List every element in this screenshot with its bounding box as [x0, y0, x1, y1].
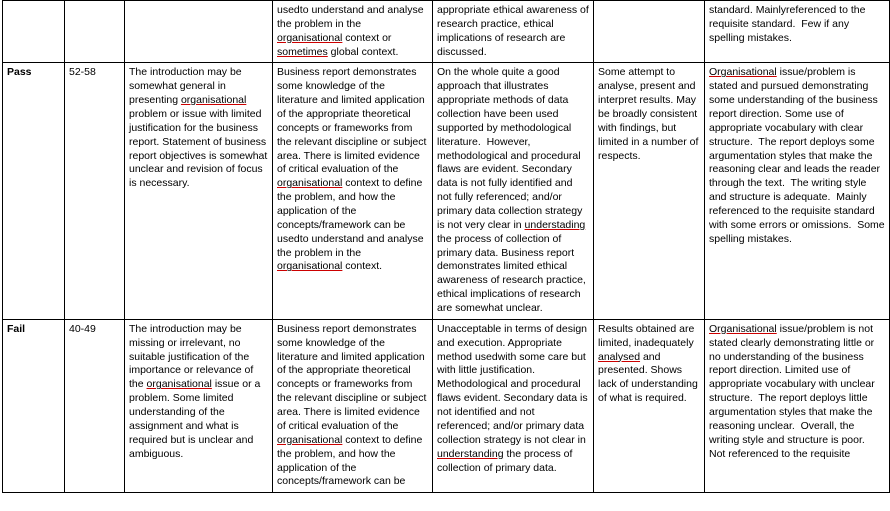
cell-literature: usedto understand and analyse the problem in the organisational context or sometimes global context. — [273, 1, 433, 63]
spellcheck-word: organisational — [146, 378, 212, 391]
cell-results — [594, 1, 705, 63]
cell-grade — [3, 1, 65, 63]
cell-results: Results obtained are limited, inadequately analysed and presented. Shows lack of understanding of what is required. — [594, 319, 705, 492]
cell-literature: Business report demonstrates some knowledge of the literature and limited application of the appropriate theoretical concepts or frameworks from the relevant discipline or subject area. There is limited evidence of critical evaluation of the organisational context to define the problem, and how the application of the concepts/framework can be — [273, 319, 433, 492]
grade-label: Fail — [7, 322, 26, 335]
cell-overall: standard. Mainlyreferenced to the requisite standard. Few if any spelling mistakes. — [705, 1, 890, 63]
spellcheck-word: Organisational — [709, 66, 777, 79]
spellcheck-word: organisational — [277, 433, 343, 446]
table-row — [3, 319, 890, 492]
rubric-table — [2, 0, 890, 493]
table-row — [3, 1, 890, 63]
cell-methodology: Unacceptable in terms of design and execution. Appropriate method usedwith some care but with little justification. Methodological and procedural flaws evident. Secondary data is not identified and not referenced; and/or primary data collection strategy is not clear in understanding the process of collection of primary data. — [433, 319, 594, 492]
cell-results: Some attempt to analyse, present and interpret results. May be broadly consistent with findings, but limited in a number of respects. — [594, 63, 705, 319]
spellcheck-word: sometimes — [277, 45, 328, 58]
spellcheck-word: organisational — [277, 260, 343, 273]
spellcheck-word: Organisational — [709, 322, 777, 335]
cell-grade: Pass — [3, 63, 65, 319]
cell-marks: 52-58 — [65, 63, 125, 319]
cell-grade — [3, 319, 65, 492]
cell-marks — [65, 1, 125, 63]
spellcheck-word: organisational — [277, 177, 343, 190]
cell-introduction: The introduction may be missing or irrelevant, no suitable justification of the importance or relevance of the organisational issue or a problem. Some limited understanding of the assignment and what is required but is unclear and ambiguous. — [125, 319, 273, 492]
spellcheck-word: understanding — [437, 447, 504, 460]
cell-overall: Organisational issue/problem is not stated clearly demonstrating little or no understanding of the business report direction. Limited use of appropriate vocabulary with unclear structure. The report deploys little argumentation styles that make the reasoning unclear. Overall, the writing style and structure is poor. Not referenced to the requisite — [705, 319, 890, 492]
spellcheck-word: analysed — [598, 350, 641, 363]
spellcheck-word: organisational — [180, 94, 247, 107]
cell-introduction: The introduction may be somewhat general in presenting organisational problem or issue with limited justification for the business report. Statement of business report objectives is somewhat unclear and revision of focus is necessary. — [125, 63, 273, 319]
cell-literature: Business report demonstrates some knowledge of the literature and limited application of the appropriate theoretical concepts or frameworks from the relevant discipline or subject area. There is limited evidence of critical evaluation of the organisational context to define the problem, and how the application of the concepts/framework can be usedto understand and analyse the problem in the organisational context. — [273, 63, 433, 319]
cell-introduction — [125, 1, 273, 63]
table-row — [3, 63, 890, 319]
spellcheck-word: understading — [524, 218, 586, 231]
spellcheck-word: organisational — [277, 31, 343, 44]
cell-overall: Organisational issue/problem is stated and pursued demonstrating some understanding of the business report direction. Some use of appropriate vocabulary with clear structure. The report deploys some argumentation styles that make the reasoning clear and leads the reader through the text. The writing style and structure is adequate. Mainly referenced to the requisite standard with some errors or omissions. Some spelling mistakes. — [705, 63, 890, 319]
cell-methodology: appropriate ethical awareness of research practice, ethical implications of research are discussed. — [433, 1, 594, 63]
cell-marks: 40-49 — [65, 319, 125, 492]
cell-methodology: On the whole quite a good approach that illustrates appropriate methods of data collection have been used supported by methodological literature. However, methodological and procedural flaws are evident. Secondary data is not fully identified and not fully referenced; and/or primary data collection strategy is not very clear in understading the process of collection of primary data. Business report demonstrates limited ethical awareness of research practice, ethical implications of research are somewhat unclear. — [433, 63, 594, 319]
